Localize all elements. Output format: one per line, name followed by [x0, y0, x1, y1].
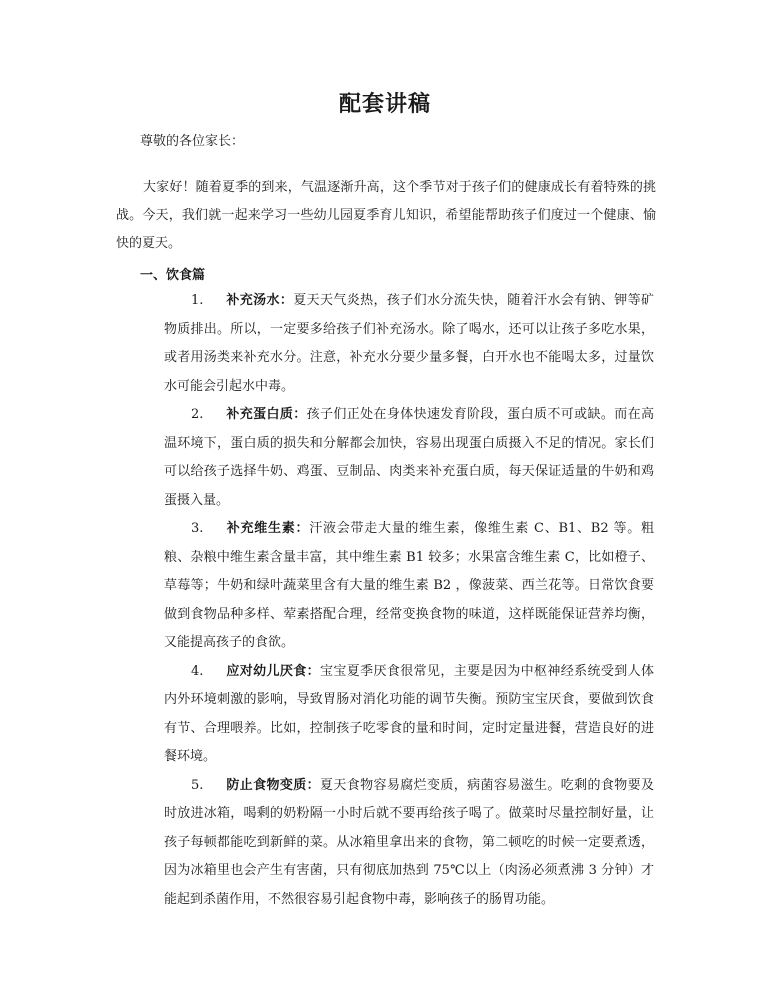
item-keyword: 补充汤水：: [226, 293, 294, 308]
intro-paragraph: 大家好！随着夏季的到来，气温逐渐升高，这个季节对于孩子们的健康成长有着特殊的挑战。今天，我们就一起来学习一些幼儿园夏季育儿知识，希望能帮助孩子们度过一个健康、愉快的夏天。: [116, 180, 656, 251]
item-keyword: 补充维生素：: [226, 521, 310, 536]
section-heading: 一、饮食篇: [140, 268, 206, 283]
item-number: 2.: [191, 407, 204, 422]
item-number: 1.: [191, 293, 204, 308]
page-title: 配套讲稿: [338, 91, 431, 117]
item-keyword: 防止食物变质：: [226, 777, 320, 793]
item-number: 3.: [191, 521, 204, 536]
greeting: 尊敬的各位家长：: [140, 134, 245, 149]
item-text: 夏天食物容易腐烂变质，病菌容易滋生。吃剩的食物要及时放进冰箱，喝剩的奶粉隔一小时后就不要再给孩子喝了。做菜时尽量控制好量，让孩子每顿都能吃到新鲜的菜。从冰箱里拿出来的食物，第二顿吃的时候一定要煮透，因为冰箱里也会产生有害菌，只有彻底加热到 75℃以上（肉汤必须煮沸 3 分钟）才能起到杀菌作用，不然很容易引起食物中毒，影响孩子的肠胃功能。: [164, 777, 654, 907]
list-item: [164, 658, 654, 772]
item-list: [164, 287, 654, 914]
item-text: 孩子们正处在身体快速发育阶段，蛋白质不可或缺。而在高温环境下，蛋白质的损失和分解都会加快，容易出现蛋白质摄入不足的情况。家长们可以给孩子选择牛奶、鸡蛋、豆制品、肉类来补充蛋白质，每天保证适量的牛奶和鸡蛋摄入量。: [164, 407, 654, 508]
item-number: 4.: [191, 663, 204, 679]
item-number: 5.: [191, 777, 204, 793]
item-text: 宝宝夏季厌食很常见，主要是因为中枢神经系统受到人体内外环境刺激的影响，导致胃肠对消化功能的调节失衡。预防宝宝厌食，要做到饮食有节、合理喂养。比如，控制孩子吃零食的量和时间，定时定量进餐，营造良好的进餐环境。: [164, 663, 654, 764]
item-keyword: 补充蛋白质：: [226, 407, 307, 422]
item-text: 汗液会带走大量的维生素，像维生素 C、B1、B2 等。粗粮、杂粮中维生素含量丰富，其中维生素 B1 较多；水果富含维生素 C，比如橙子、草莓等；牛奶和绿叶蔬菜里含有大量的维生素 B2 ，像菠菜、西兰花等。日常饮食要做到食物品种多样、荤素搭配合理，经常变换食物的味道，这样既能保证营养均衡，又能提高孩子的食欲。: [164, 521, 654, 650]
list-item: [164, 287, 654, 401]
list-item: [164, 401, 654, 515]
list-item: [164, 772, 654, 915]
item-keyword: 应对幼儿厌食：: [226, 663, 320, 679]
item-text: 夏天天气炎热，孩子们水分流失快，随着汗水会有钠、钾等矿物质排出。所以，一定要多给孩子们补充汤水。除了喝水，还可以让孩子多吃水果，或者用汤类来补充水分。注意，补充水分要少量多餐，白开水也不能喝太多，过量饮水可能会引起水中毒。: [164, 293, 654, 394]
list-item: [164, 515, 654, 658]
